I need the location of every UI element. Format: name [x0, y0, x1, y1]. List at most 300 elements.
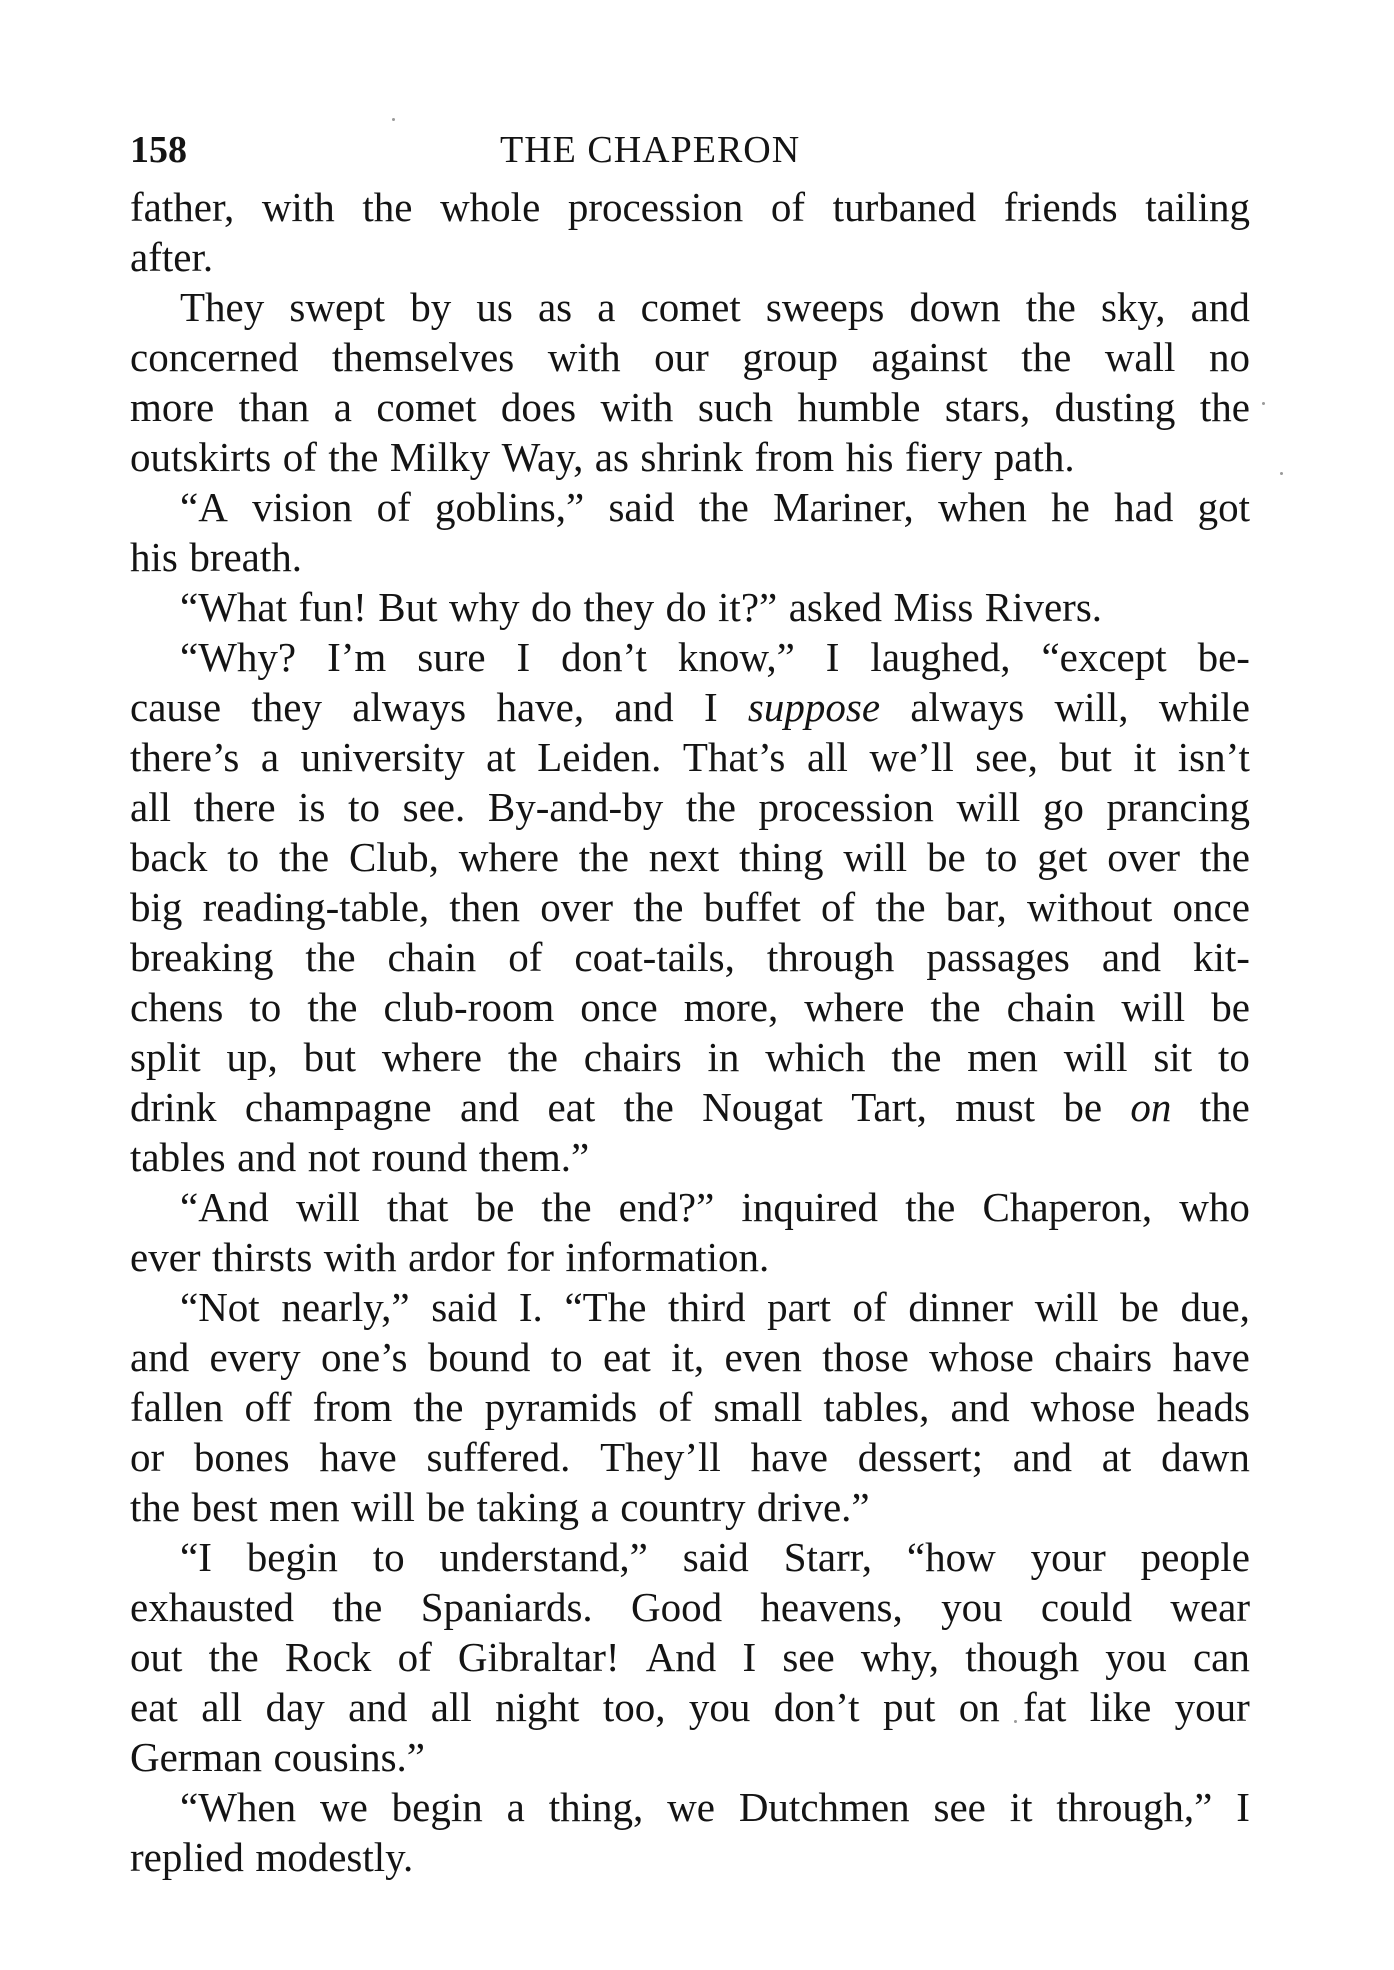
text-word: to — [249, 984, 282, 1030]
text-word: due, — [1180, 1284, 1250, 1330]
text-word: the — [633, 884, 684, 930]
text-word: you — [688, 1684, 751, 1730]
text-word: the — [875, 884, 926, 930]
text-word: and — [1101, 934, 1162, 980]
text-word: to — [227, 834, 260, 880]
text-word: the — [541, 1184, 592, 1230]
text-word: of — [397, 1634, 432, 1680]
text-word: once — [1172, 884, 1250, 930]
text-word: the — [623, 1084, 674, 1130]
text-word: big — [130, 884, 183, 930]
text-word: German — [130, 1734, 263, 1780]
text-line — [130, 882, 1250, 932]
text-word: by — [410, 284, 452, 330]
text-word: and — [1190, 284, 1250, 330]
text-word: where — [804, 984, 905, 1030]
text-word: “The — [564, 1284, 647, 1330]
text-word: the — [930, 984, 981, 1030]
text-word: at — [1101, 1434, 1132, 1480]
text-word: we — [319, 1784, 368, 1830]
text-line — [130, 832, 1250, 882]
text-word: Good — [630, 1584, 723, 1630]
text-word: chain — [387, 934, 477, 980]
text-word: buffet — [703, 884, 801, 930]
text-word: inquired — [741, 1184, 879, 1230]
text-word: it, — [671, 1334, 705, 1380]
text-word: friends — [1003, 184, 1118, 230]
text-word: had — [1114, 484, 1174, 530]
text-word: which — [765, 1034, 866, 1080]
text-word: whose — [929, 1334, 1034, 1380]
text-word: prancing — [1106, 784, 1250, 830]
text-word: the — [1199, 384, 1250, 430]
text-word: not — [307, 1134, 361, 1180]
text-line — [130, 932, 1250, 982]
text-line — [130, 732, 1250, 782]
text-line — [130, 1282, 1250, 1332]
text-word: heavens, — [760, 1584, 903, 1630]
text-word: And — [645, 1634, 717, 1680]
text-word: he — [1051, 484, 1090, 530]
text-word: By-and-by — [487, 784, 664, 830]
text-line — [130, 232, 1250, 282]
text-word: there — [193, 784, 276, 830]
text-word: passages — [926, 934, 1070, 980]
text-word: your — [1174, 1684, 1250, 1730]
text-word: chairs — [1054, 1334, 1153, 1380]
text-word: it — [1009, 1784, 1033, 1830]
text-word: the — [1021, 334, 1072, 380]
text-line — [130, 1482, 1250, 1532]
text-word: with — [600, 384, 674, 430]
text-word: of — [852, 1284, 887, 1330]
text-word: will, — [1054, 684, 1129, 730]
text-word: cause — [130, 684, 222, 730]
text-word: them.” — [478, 1134, 590, 1180]
text-word: Starr, — [783, 1534, 873, 1580]
text-word: we — [667, 1784, 715, 1830]
text-word: But — [378, 584, 438, 630]
text-word: fiery — [904, 434, 983, 480]
text-word: than — [238, 384, 310, 430]
text-word: shrink — [640, 434, 743, 480]
text-word: and — [459, 1084, 520, 1130]
text-word: the — [905, 1184, 956, 1230]
text-word: then — [449, 884, 520, 930]
text-word: replied — [130, 1834, 244, 1880]
text-word: but — [303, 1034, 356, 1080]
text-word: will — [843, 834, 908, 880]
text-word: always — [352, 684, 467, 730]
text-word: I — [825, 634, 840, 680]
text-word: fallen — [130, 1384, 224, 1430]
text-word: and — [130, 1334, 190, 1380]
text-word: bones — [193, 1434, 290, 1480]
text-word: I — [1236, 1784, 1250, 1830]
text-word: of — [658, 1384, 693, 1430]
text-word: I — [742, 1634, 757, 1680]
text-word: Leiden. — [537, 734, 662, 780]
text-word: too, — [602, 1684, 666, 1730]
text-word: path. — [993, 434, 1075, 480]
text-word: that — [386, 1184, 449, 1230]
text-word: do — [531, 584, 573, 630]
text-word: see — [933, 1784, 986, 1830]
text-word: all — [806, 734, 848, 780]
text-word: once — [580, 984, 658, 1030]
text-word: his — [845, 434, 894, 480]
text-word: to — [550, 1334, 583, 1380]
text-word: stars, — [944, 384, 1031, 430]
text-word: such — [697, 384, 773, 430]
text-line — [130, 582, 1250, 632]
text-word: the — [578, 834, 629, 880]
text-word: group — [742, 334, 838, 380]
text-word: why, — [860, 1634, 940, 1680]
text-word: men — [967, 1034, 1038, 1080]
text-word: Rivers. — [984, 584, 1103, 630]
text-word: tables, — [823, 1384, 930, 1430]
text-word: more, — [683, 984, 779, 1030]
text-word: begin — [246, 1534, 338, 1580]
text-word: “What — [180, 584, 287, 630]
text-word: the — [305, 934, 356, 980]
text-word: will — [1121, 984, 1186, 1030]
text-word: with — [547, 334, 621, 380]
text-word: with — [323, 1234, 397, 1280]
text-word: be — [926, 834, 966, 880]
text-word: wall — [1104, 334, 1176, 380]
text-word: dinner — [908, 1284, 1014, 1330]
text-line — [130, 1532, 1250, 1582]
text-word: have, — [496, 684, 585, 730]
text-word: put — [882, 1684, 936, 1730]
text-word: could — [1040, 1584, 1132, 1630]
text-word: tailing — [1145, 184, 1250, 230]
text-word: back — [130, 834, 208, 880]
text-word: a — [590, 1484, 609, 1530]
text-word: get — [1037, 834, 1088, 880]
text-word: off — [244, 1384, 292, 1430]
text-word: isn’t — [1177, 734, 1250, 780]
text-word: outskirts — [130, 434, 272, 480]
text-word: you — [1105, 1634, 1167, 1680]
text-word: said — [431, 1284, 498, 1330]
paper-speck — [1014, 1720, 1017, 1723]
text-word: like — [1089, 1684, 1152, 1730]
text-line — [130, 982, 1250, 1032]
text-line — [130, 1432, 1250, 1482]
text-word: down — [909, 284, 1001, 330]
text-word: “how — [906, 1534, 996, 1580]
text-word: Miss — [893, 584, 974, 630]
text-word: be- — [1197, 634, 1250, 680]
text-word: be — [1063, 1084, 1103, 1130]
text-word: against — [871, 334, 988, 380]
text-word: fun! — [298, 584, 367, 630]
text-line — [130, 1632, 1250, 1682]
text-word: drink — [130, 1084, 217, 1130]
text-word: know,” — [677, 634, 795, 680]
text-word: will — [956, 784, 1021, 830]
text-word: best — [191, 1484, 258, 1530]
text-word: whole — [440, 184, 541, 230]
text-word: of — [508, 934, 543, 980]
text-word: I. — [518, 1284, 543, 1330]
text-word: always — [910, 684, 1025, 730]
text-word: us — [476, 284, 513, 330]
text-word: our — [654, 334, 709, 380]
text-word: humble — [797, 384, 921, 430]
text-word: have — [750, 1434, 828, 1480]
text-word: the — [1025, 284, 1076, 330]
paper-speck — [392, 118, 395, 121]
text-line — [130, 632, 1250, 682]
text-word: modestly. — [255, 1834, 414, 1880]
text-word: see, — [975, 734, 1038, 780]
text-word: thirsts — [212, 1234, 313, 1280]
text-word: Chaperon, — [982, 1184, 1153, 1230]
text-word: Rock — [284, 1634, 372, 1680]
text-word: when — [938, 484, 1027, 530]
text-word: chens — [130, 984, 224, 1030]
text-word: from — [312, 1384, 393, 1430]
text-word: will — [1063, 1034, 1128, 1080]
text-line — [130, 282, 1250, 332]
text-word: eat — [130, 1684, 178, 1730]
text-line — [130, 432, 1250, 482]
text-word: eat — [602, 1334, 651, 1380]
text-word: bound — [427, 1334, 531, 1380]
text-word: as — [537, 284, 573, 330]
text-word: and — [1012, 1434, 1072, 1480]
text-word: on — [958, 1684, 1000, 1730]
text-word: don’t — [561, 634, 647, 680]
text-word: laughed, — [870, 634, 1011, 680]
text-word: themselves — [331, 334, 515, 380]
text-word: every — [209, 1334, 301, 1380]
text-word: the — [328, 434, 379, 480]
text-line — [130, 1082, 1250, 1132]
text-word: to — [372, 1534, 405, 1580]
text-word: chain — [1006, 984, 1096, 1030]
text-word: but — [1059, 734, 1112, 780]
text-word: tables — [130, 1134, 226, 1180]
text-word: club-room — [383, 984, 555, 1030]
text-word: That’s — [682, 734, 786, 780]
text-line — [130, 1182, 1250, 1232]
text-word: we’ll — [869, 734, 954, 780]
text-word: people — [1140, 1534, 1250, 1580]
text-word: is — [298, 784, 326, 830]
text-word: drive.” — [756, 1484, 870, 1530]
text-word: his — [130, 534, 178, 580]
text-word: all — [201, 1684, 243, 1730]
text-word: the — [130, 1484, 181, 1530]
text-word: be — [1120, 1284, 1159, 1330]
text-word: of — [821, 884, 856, 930]
text-word: information. — [565, 1234, 770, 1280]
text-word: and — [614, 684, 674, 730]
text-word: Mariner, — [773, 484, 914, 530]
text-word: to — [348, 784, 381, 830]
text-word: I — [516, 634, 531, 680]
text-word: asked — [788, 584, 883, 630]
text-word: dessert; — [857, 1434, 983, 1480]
text-line — [130, 532, 1250, 582]
text-word: Nougat — [702, 1084, 823, 1130]
text-line — [130, 1682, 1250, 1732]
text-word: must — [955, 1084, 1035, 1130]
text-line — [130, 1832, 1250, 1882]
text-word: a — [260, 734, 280, 780]
text-word: be — [475, 1184, 515, 1230]
text-word: split — [130, 1034, 201, 1080]
text-word: of — [770, 184, 806, 230]
text-word: it?” — [718, 584, 778, 630]
text-line — [130, 682, 1250, 732]
text-word: They’ll — [600, 1434, 721, 1480]
text-word: your — [1030, 1534, 1106, 1580]
text-word: all — [130, 784, 171, 830]
text-word: vision — [252, 484, 353, 530]
text-word: reading-table, — [202, 884, 430, 930]
text-word: Gibraltar! — [457, 1634, 620, 1680]
text-word: wear — [1170, 1584, 1250, 1630]
text-word: begin — [391, 1784, 483, 1830]
text-word: the — [362, 184, 413, 230]
text-word: part — [767, 1284, 831, 1330]
text-word: though — [965, 1634, 1080, 1680]
text-word: out — [130, 1634, 183, 1680]
text-word: they — [583, 584, 655, 630]
text-word: who — [1179, 1184, 1250, 1230]
text-word: “And — [180, 1184, 269, 1230]
text-word: through — [766, 934, 895, 980]
text-line — [130, 482, 1250, 532]
text-word: champagne — [244, 1084, 432, 1130]
text-line — [130, 1132, 1250, 1182]
text-word: “except — [1041, 634, 1167, 680]
text-line — [130, 1232, 1250, 1282]
text-word: ardor — [408, 1234, 495, 1280]
text-word: there’s — [130, 734, 240, 780]
body-text — [130, 182, 1250, 1882]
text-word: country — [620, 1484, 746, 1530]
text-word: the — [332, 1584, 383, 1630]
text-line — [130, 1382, 1250, 1432]
text-word: with — [261, 184, 335, 230]
text-word: the — [891, 1034, 942, 1080]
text-word: university — [300, 734, 465, 780]
text-word: all — [430, 1684, 472, 1730]
text-word: go — [1042, 784, 1084, 830]
text-word: and — [237, 1134, 297, 1180]
text-word: I’m — [327, 634, 387, 680]
text-word: and — [950, 1384, 1010, 1430]
text-word: comet — [640, 284, 741, 330]
text-word: even — [724, 1334, 802, 1380]
text-word: procession — [567, 184, 744, 230]
paper-speck — [1280, 472, 1283, 475]
text-word: the — [413, 1384, 464, 1430]
text-word: the — [307, 984, 358, 1030]
text-word: ever — [130, 1234, 201, 1280]
running-head — [130, 128, 1250, 188]
text-word: the — [1199, 1084, 1250, 1130]
text-word: be — [426, 1484, 466, 1530]
text-word: see. — [402, 784, 466, 830]
text-word: sweeps — [765, 284, 885, 330]
text-word: after. — [130, 234, 214, 280]
text-word: coat-tails, — [574, 934, 735, 980]
text-word: can — [1192, 1634, 1250, 1680]
text-line — [130, 782, 1250, 832]
text-word: They — [180, 284, 265, 330]
running-title: THE CHAPERON — [500, 129, 801, 171]
text-word: thing — [739, 834, 824, 880]
text-word: have — [1172, 1334, 1250, 1380]
text-word: father, — [130, 184, 235, 230]
text-word: up, — [226, 1034, 278, 1080]
text-word: the — [208, 1634, 259, 1680]
text-word: over — [1107, 834, 1181, 880]
text-word: Milky — [389, 434, 491, 480]
text-word: sky, — [1100, 284, 1166, 330]
text-line — [130, 182, 1250, 232]
text-word: do — [665, 584, 707, 630]
text-word: taking — [476, 1484, 580, 1530]
text-word: for — [506, 1234, 554, 1280]
text-word: bar, — [945, 884, 1007, 930]
text-word: the — [685, 784, 736, 830]
text-word: on — [1130, 1084, 1172, 1130]
text-word: where — [458, 834, 559, 880]
text-word: comet — [376, 384, 477, 430]
text-word: no — [1208, 334, 1250, 380]
text-line — [130, 1582, 1250, 1632]
text-line — [130, 332, 1250, 382]
text-word: exhausted — [130, 1584, 294, 1630]
text-word: those — [822, 1334, 909, 1380]
text-word: of — [282, 434, 317, 480]
text-word: “I — [180, 1534, 212, 1580]
text-word: small — [713, 1384, 803, 1430]
text-word: while — [1158, 684, 1250, 730]
text-word: through,” — [1056, 1784, 1213, 1830]
text-word: a — [597, 284, 616, 330]
text-word: suffered. — [426, 1434, 571, 1480]
text-word: men — [269, 1484, 340, 1530]
text-word: Spaniards. — [420, 1584, 593, 1630]
text-word: a — [333, 384, 352, 430]
text-word: day — [265, 1684, 325, 1730]
text-word: and — [348, 1684, 408, 1730]
text-word: a — [506, 1784, 525, 1830]
text-word: “A — [180, 484, 228, 530]
text-word: dawn — [1161, 1434, 1250, 1480]
text-word: of — [376, 484, 411, 530]
text-word: concerned — [130, 334, 299, 380]
text-word: procession — [758, 784, 934, 830]
text-word: night — [495, 1684, 580, 1730]
text-word: got — [1197, 484, 1250, 530]
text-word: chairs — [583, 1034, 682, 1080]
text-word: round — [371, 1134, 468, 1180]
text-word: breaking — [130, 934, 274, 980]
text-word: the — [1199, 834, 1250, 880]
text-word: to — [1217, 1034, 1250, 1080]
